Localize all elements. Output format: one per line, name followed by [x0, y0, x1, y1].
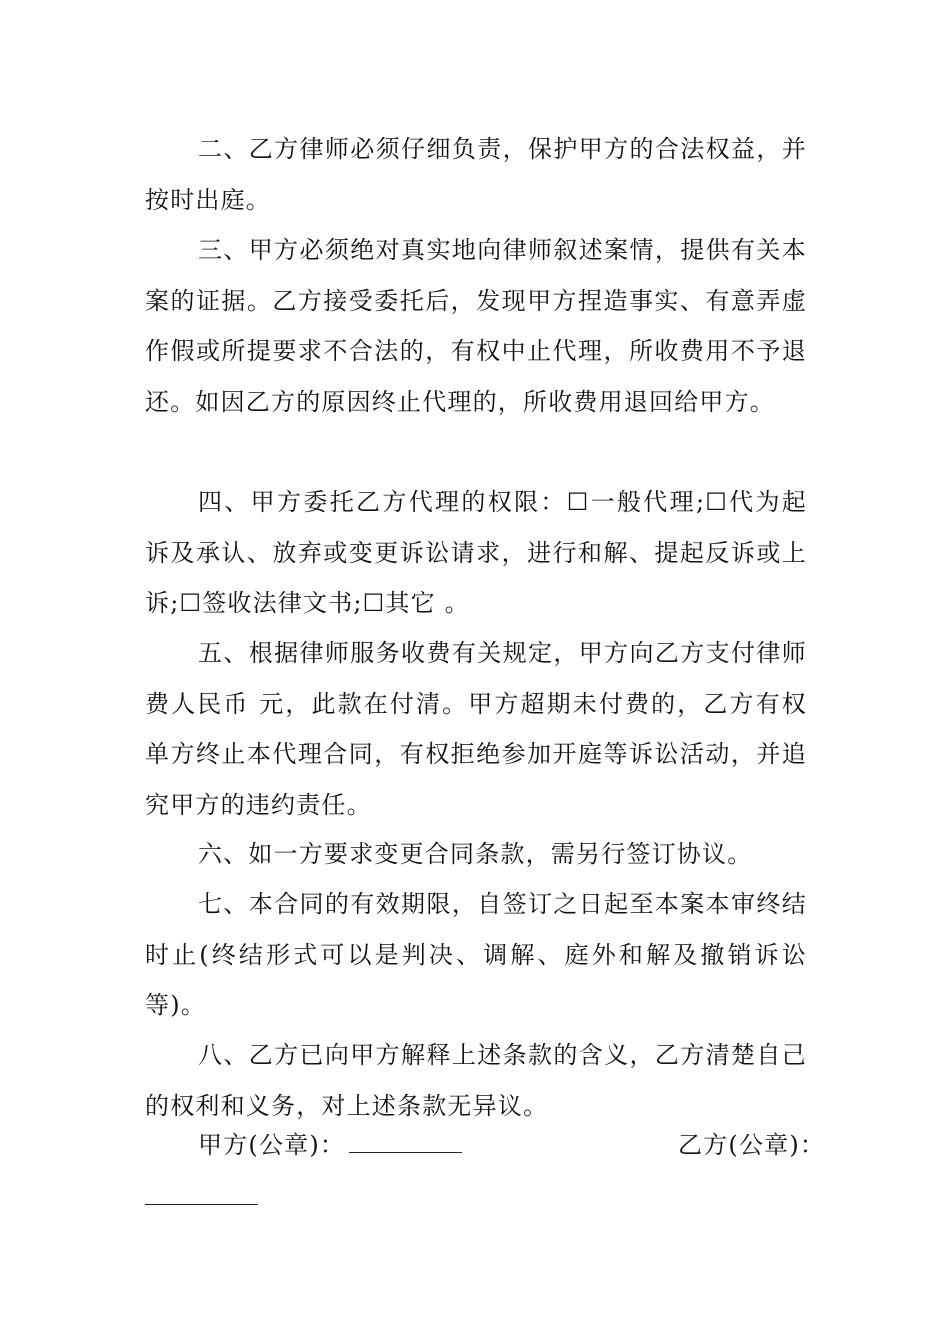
party-b-signature [678, 1130, 825, 1160]
party-a-label: 甲方(公章)： [198, 1131, 346, 1159]
clause-3: 三、甲方必须绝对真实地向律师叙述案情，提供有关本案的证据。乙方接受委托后，发现甲方捏造事实、有意弄虚作假或所提要求不合法的，有权中止代理，所收费用不予退还。如因乙方的原因终止代理的，所收费用退回给甲方。 [145, 236, 807, 416]
party-b-label: 乙方(公章)： [678, 1131, 826, 1159]
clause-7: 七、本合同的有效期限，自签订之日起至本案本审终结时止(终结形式可以是判决、调解、庭外和解及撤销诉讼等)。 [145, 890, 807, 1019]
party-a-signature-blank[interactable] [349, 1130, 462, 1153]
clause-2: 二、乙方律师必须仔细负责，保护甲方的合法权益，并按时出庭。 [145, 135, 807, 214]
party-b-signature-blank[interactable] [145, 1204, 258, 1205]
clause-8: 八、乙方已向甲方解释上述条款的含义，乙方清楚自己的权利和义务，对上述条款无异议。 [145, 1041, 807, 1120]
clause-4: 四、甲方委托乙方代理的权限：☐一般代理;☐代为起诉及承认、放弃或变更诉讼请求，进行和解、提起反诉或上诉;☐签收法律文书;☐其它 。 [145, 488, 807, 617]
clause-5: 五、根据律师服务收费有关规定，甲方向乙方支付律师费人民币 元，此款在付清。甲方超期未付费的，乙方有权单方终止本代理合同，有权拒绝参加开庭等诉讼活动，并追究甲方的违约责任。 [145, 639, 807, 819]
party-a-signature [198, 1130, 462, 1160]
clause-6: 六、如一方要求变更合同条款，需另行签订协议。 [198, 840, 753, 868]
